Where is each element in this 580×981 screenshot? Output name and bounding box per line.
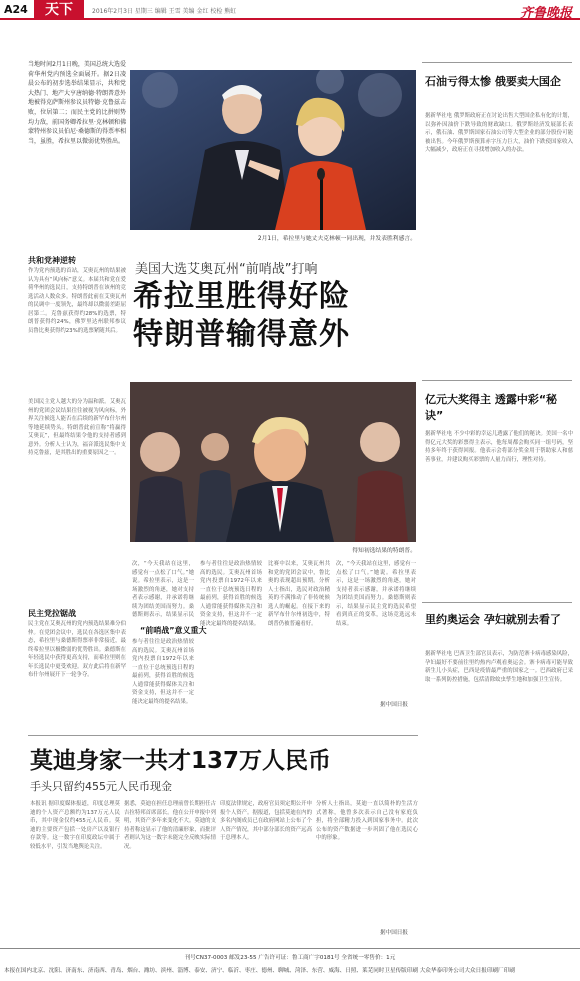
page-number: A24 [4,3,28,16]
top-photo-caption: 2月1日，希拉里与她丈夫克林顿一同出现，并发表胜利感言。 [257,236,416,242]
column-4-text: 比赛中以来，艾奥瓦州共和党的党团会议中，鲁比奥的表现超出预期。分析人士指出，选民对政治精英的不满推动了非传统候选人的崛起。在接下来的新罕布什尔州初选中，特朗普仍被普遍看好。 [268,561,330,627]
section-tag: 天下 [34,0,84,20]
second-story-col-3: 印度法律规定，政府官员须定期公开申报个人资产。据报道，包括莫迪在内的多名内阁成员已在政府网站上公布了个人资产情况，其中部分部长的资产远高于总理本人。 [220,801,312,841]
kicker: 美国大选艾奥瓦州“前哨战”打响 [135,262,318,277]
sidebar-body-3: 据新华社电 巴西卫生部官员表示，为防范寨卡病毒感染风险，孕妇最好不要前往里约热内卢观看奥运会。寨卡病毒可能导致新生儿小头症，巴西是疫情最严重的国家之一。巴西政府已采取一系列防控措施，包括清除蚊虫孳生地和加强卫生宣传。 [425,651,573,683]
headline-2: 特朗普输得意外 [133,317,350,352]
sidebar-title-3: 里约奥运会 孕妇就别去看了 [425,613,561,626]
sidebar-title-1: 石油亏得太惨 俄要卖大国企 [425,75,561,88]
left-column-text-c: 民主党在艾奥瓦州的党内预选结果难分伯仲。在党团会议中，选民在各选区集中表态，希拉里与桑德斯得票率非常接近，最终希拉里以极微弱的优势胜出。桑德斯在年轻选民中获得更高支持，而希拉里则在年长选民中更受欢迎。双方此后将在新罕布什尔州展开下一轮争夺。 [28,621,126,678]
second-story-headline: 莫迪身家一共才137万人民币 [30,748,332,774]
footer-line-1: 刊号CN37-0003 邮发23-55 广告许可证：鲁工商广字0181号 全省统一零售价：1元 [184,955,396,961]
second-story-subhead: 手头只留约455元人民币现金 [30,780,172,793]
second-story-col-4: 分析人士指出，莫迪一直以简朴的生活方式著称，他曾多次表示自己没有家庭负担，将全部精力投入到国家事务中。此次公布的资产数据进一步巩固了他在选民心中的形象。 [316,801,418,841]
lead-intro: 当地时间2月1日晚，美国总统大选爱荷华州党内预选全面展开。据2日凌晨公布的初步选举结果显示，共和党大热门、地产大亨唐纳德·特朗普意外地被得克萨斯州参议员特德·克鲁兹击败，位居第二；而民主党的比拼则势均力敌，前国务卿希拉里·克林顿和佛蒙特州参议员伯尼·桑德斯的得票率相当，虽胜，希拉里以微弱优势胜出。 [28,61,126,145]
column-2-text: 次，“今天我站在这里，感觉有一点松了口气。”她说。希拉里表示，这是一场激烈的角逐，她对支持者表示感谢，并承诺将继续为团结美国而努力。桑德斯则表示，结果显示民 [132,561,194,618]
left-column-text-a: 作为党内预选的首站，艾奥瓦州的结果被认为具有“风向标”意义。本届共和党在爱荷华州的选民日，支持特朗普在该州的竞选活动人数众多。特朗普此前在艾奥瓦州的民调中一度领先，最终却以微弱差距屈居第二。克鲁兹获得约28%的选票，特朗普获得约24%，佛罗里达州联邦参议员鲁比奥获得约23%的选票紧随其后。 [28,268,126,334]
date-line: 2016年2月3日 星期三 编辑 王雪 美编 金红 校检 熊虹 [92,8,237,15]
footer-rule [0,948,580,949]
subhead-significance: “前哨战”意义重大 [140,626,207,635]
sidebar-rule-2 [422,380,572,381]
headline-1: 希拉里胜得好险 [133,279,350,314]
sidebar-title-2: 亿元大奖得主 透露中彩“秘诀” [425,393,558,422]
second-story-credit: 据中国日报 [380,930,408,936]
top-photo [130,70,416,230]
newspaper-logo: 齐鲁晚报 [519,6,572,21]
masthead [0,0,580,20]
second-story-rule [28,735,418,736]
left-column-text-b: 美国民主党人越大的分为温和派。艾奥瓦州的党团会议结果往往被视为风向标，外界关注候选人能否在后续的新罕布什尔州等地延续势头。特朗普此前宣称“将赢得艾奥瓦”，但最终结果令他的支持者感到意外。分析人士认为，福音派选民集中支持克鲁兹，是其胜出的重要原因之一。 [28,399,126,456]
subhead-democrat: 民主党拉锯战 [28,609,76,618]
second-story-col-1: 本报讯 据印度媒体报道，印度总理莫迪的个人资产总额约为137万元人民币，其中现金仅约455元人民币。莫迪的主要资产包括一处房产以及银行存款等。这一数字在印度政坛中属于较低水平，引发当地舆论关注。 [30,801,120,850]
column-2-text-b: 参与者往往是政治热情较高的选民。艾奥瓦州首场党内投票自1972年以来一直位于总统预选日程的最前列，获得首胜的候选人通常能获得媒体关注和资金支持，但这并不一定能决定最终的提名结果。 [132,639,194,705]
lead-credit: 据中国日报 [380,702,408,708]
column-5-text: 次，“今天我站在这里，感觉有一点松了口气。”她说。希拉里表示，这是一场激烈的角逐，她对支持者表示感谢，并承诺将继续为团结美国而努力。桑德斯则表示，结果显示民主党的选民希望看到真正的变革，这场竞选远未结束。 [336,561,416,627]
sidebar-rule-3 [422,602,572,603]
subhead-republican: 共和党神逆转 [28,256,76,265]
sidebar-body-1: 据新华社电 俄罗斯政府正在讨论出售大型国企私有化的计划，以弥补因油价下跌导致的财政缺口。俄罗斯经济发展部长表示，俄石油、俄罗斯国家石油公司等大型企业的部分股份可能被出售。今年俄罗斯预算赤字压力巨大，油价下跌使国家收入大幅减少，政府正在寻找增加收入的办法。 [425,113,573,153]
footer-line-2: 本报在国内北京、沈阳、济南东、济南西、青岛、烟台、潍坊、滨州、淄博、泰安、济宁、临沂、枣庄、德州、聊城、菏泽、东营、威海、日照、莱芜同时卫星传版印刷 大众华泰印务公司大众日报印刷厂印刷 [4,968,515,974]
second-photo-caption: 得知初选结果的特朗普。 [352,548,416,554]
clinton-rally-photo [130,70,416,230]
column-3-text: 参与者往往是政治热情较高的选民。艾奥瓦州首场党内投票自1972年以来一直位于总统预选日程的最前列，获得首胜的候选人通常能获得媒体关注和资金支持，但这并不一定能决定最终的提名结果。 [200,561,262,627]
sidebar-body-2: 据新华社电 不少中彩的幸运儿透露了他们的秘诀。美国一名中得亿元大奖的彩票得主表示，他每周都会购买同一组号码，坚持多年终于获得回报。他表示会将部分奖金用于帮助家人和慈善事业，并建议购买彩票的人量力而行，理性对待。 [425,431,573,463]
second-photo [130,382,416,542]
second-story-col-2: 据悉，莫迪在担任总理前曾长期担任古吉拉特邦首席部长。他在公开申报中列明，其资产多年来变化不大。莫迪的支持者称这显示了他的清廉形象，而批评者则认为这一数字未能完全反映实际情况。 [124,801,216,850]
sidebar-rule-1 [422,62,572,63]
trump-photo [130,382,416,542]
